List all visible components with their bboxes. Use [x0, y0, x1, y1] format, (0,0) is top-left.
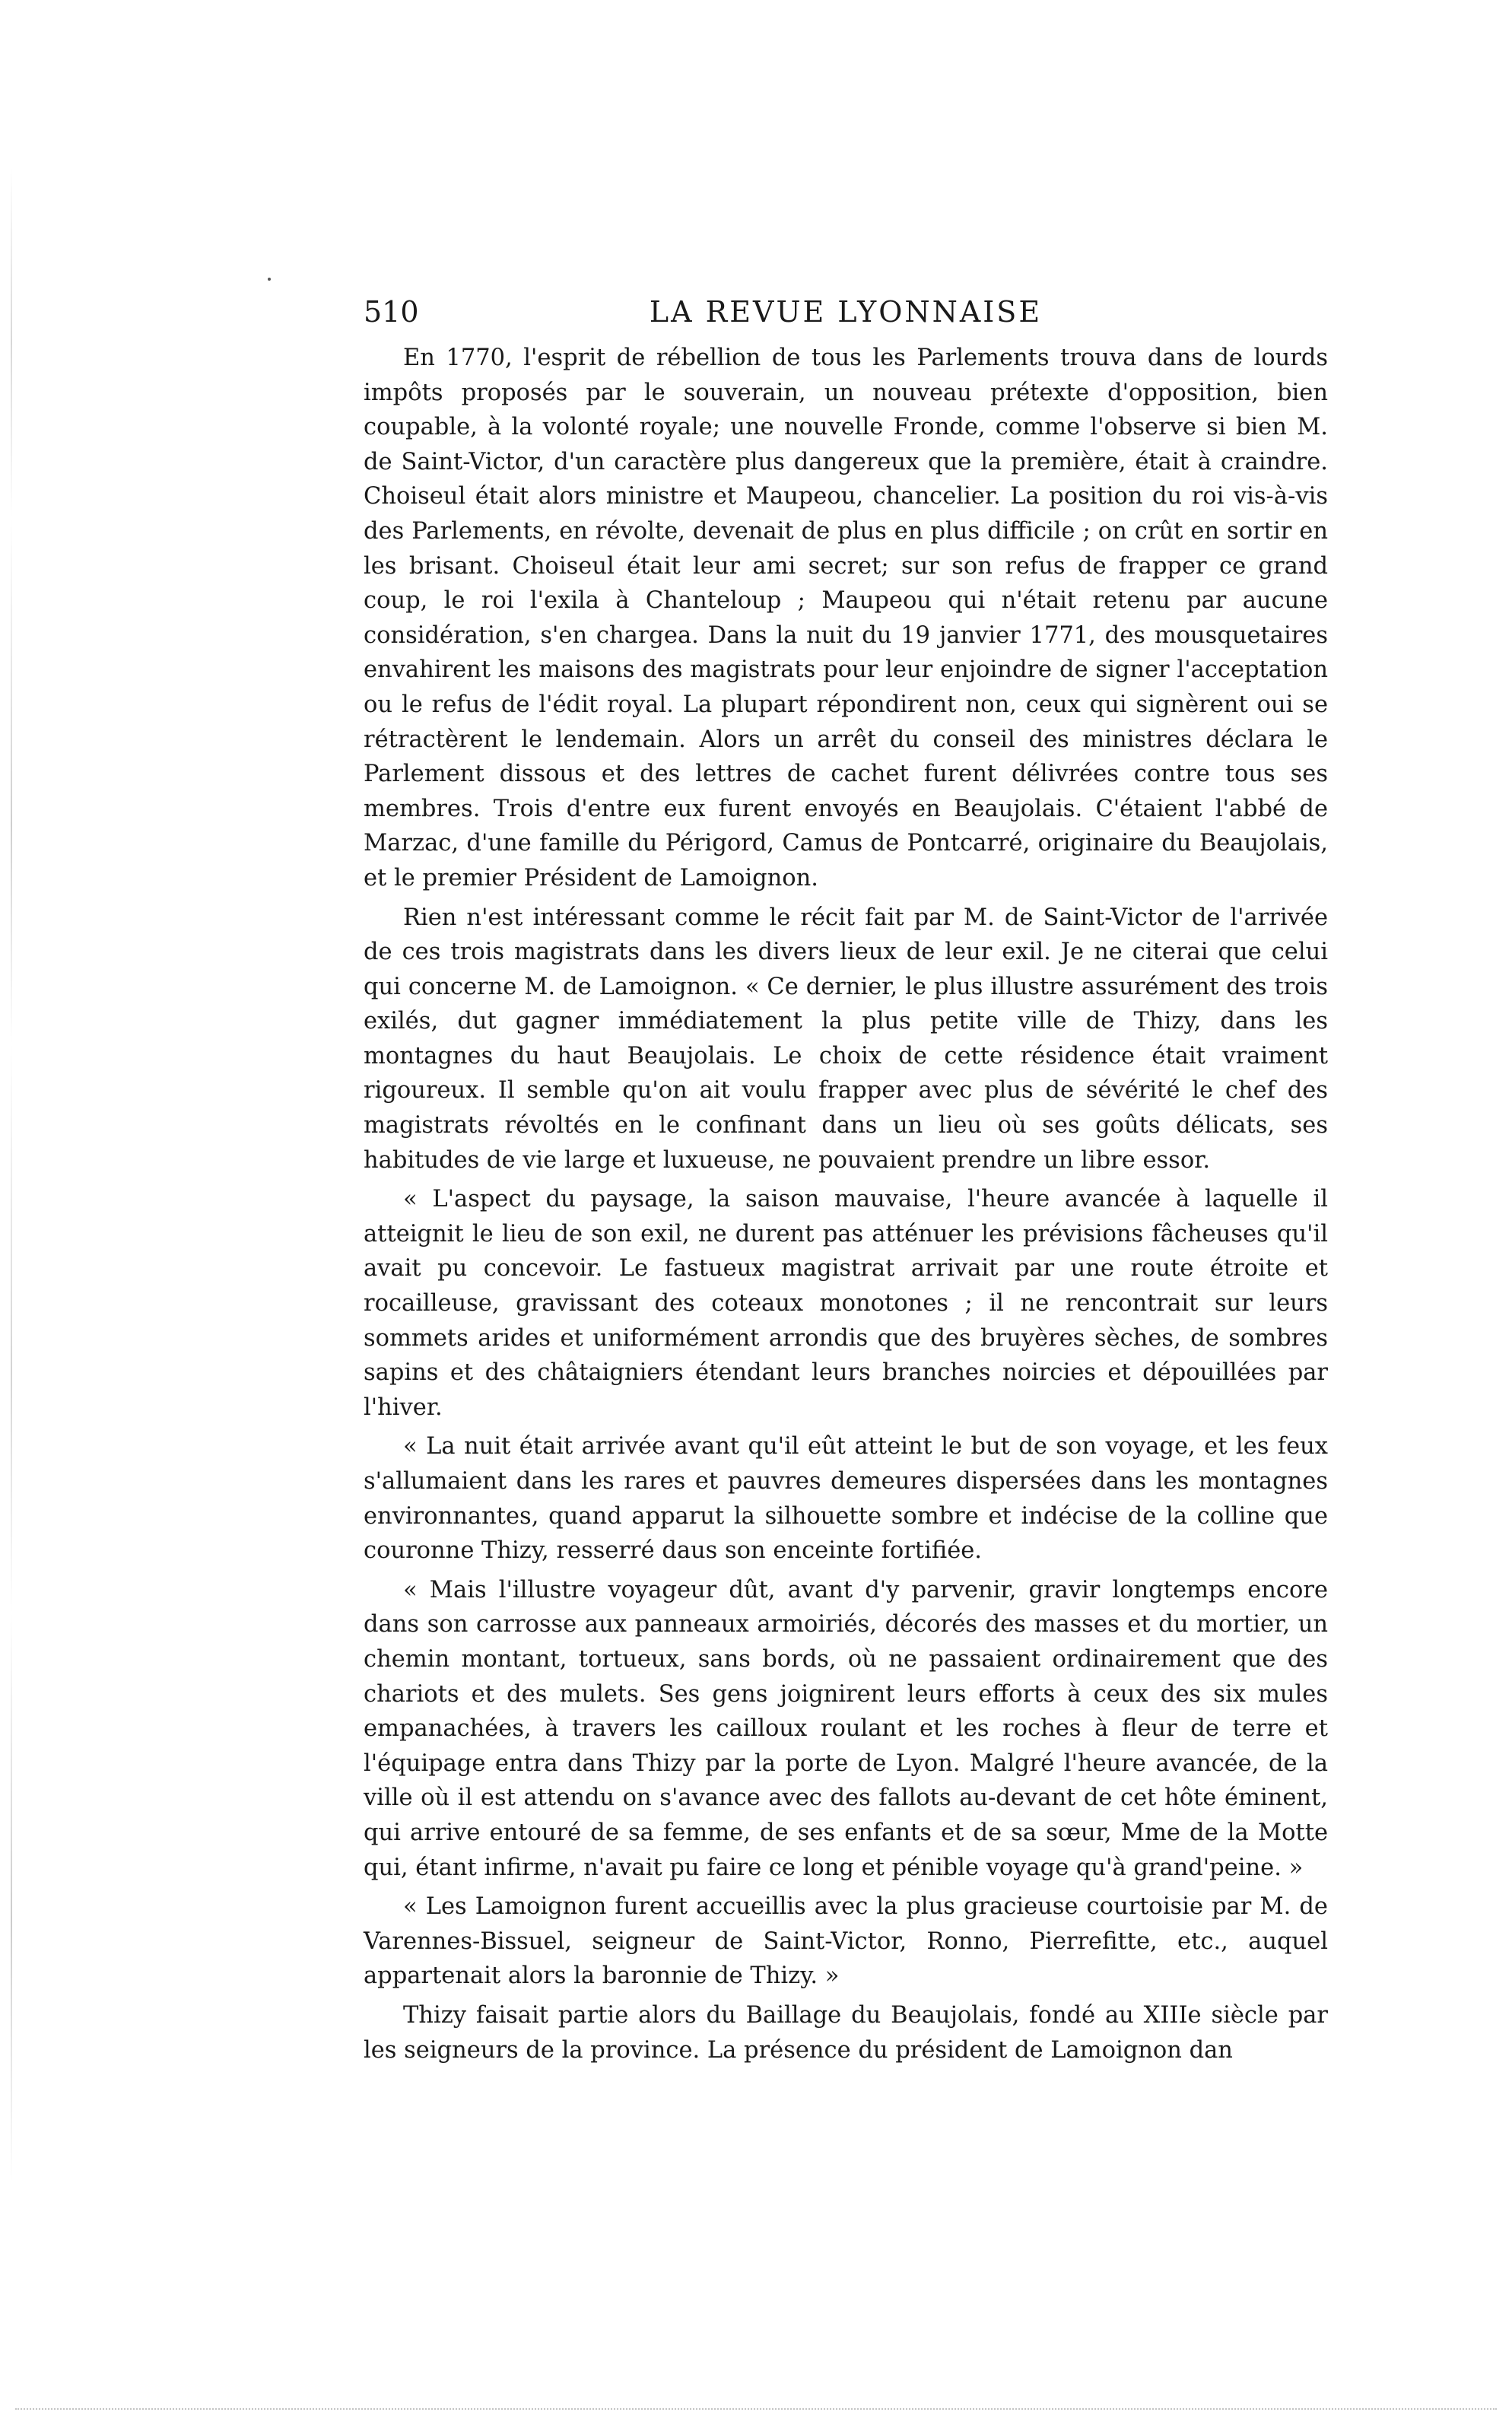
- paragraph-4: « La nuit était arrivée avant qu'il eût atteint le but de son voyage, et les feux s'allumaient dans les rares et pauvres demeures dispersées dans les montagnes environnantes, quand apparut la silhouette sombre et indécise de la colline que couronne Thizy, resserré daus son enceinte fortifiée.: [364, 1433, 1328, 1565]
- paragraph-3: « L'aspect du paysage, la saison mauvaise, l'heure avancée à laquelle il atteignit le lieu de son exil, ne durent pas atténuer les prévisions fâcheuses qu'il avait pu concevoir. Le fastueux magistrat arrivait par une route étroite et rocailleuse, gravissant des coteaux monotones ; il ne rencontrait sur leurs sommets arides et uniformément arrondis que des bruyères sèches, de sombres sapins et des châtaigniers étendant leurs branches noircies et dépouillées par l'hiver.: [364, 1186, 1328, 1421]
- running-head: [364, 293, 1328, 338]
- binding-margin-shadow: [11, 167, 12, 2358]
- page-number: 510: [364, 295, 419, 329]
- body-text: [364, 341, 1328, 2067]
- ink-speck: [268, 278, 271, 281]
- paragraph-2: Rien n'est intéressant comme le récit fait par M. de Saint-Victor de l'arrivée de ces trois magistrats dans les divers lieux de leur exil. Je ne citerai que celui qui concerne M. de Lamoignon. « Ce dernier, le plus illustre assurément des trois exilés, dut gagner immédiatement la plus petite ville de Thizy, dans les montagnes du haut Beaujolais. Le choix de cette résidence était vraiment rigoureux. Il semble qu'on ait voulu frapper avec plus de sévérité le chef des magistrats révoltés en le confinant dans un lieu où ses goûts délicats, ses habitudes de vie large et luxueuse, ne pouvaient prendre un libre essor.: [364, 904, 1328, 1174]
- paragraph-7: Thizy faisait partie alors du Baillage du Beaujolais, fondé au XIIIe siècle par les seigneurs de la province. La présence du président de Lamoignon dan: [364, 2001, 1328, 2064]
- journal-title: LA REVUE LYONNAISE: [649, 295, 1043, 329]
- paragraph-1: En 1770, l'esprit de rébellion de tous les Parlements trouva dans de lourds impôts proposés par le souverain, un nouveau prétexte d'opposition, bien coupable, à la volonté royale; une nouvelle Fronde, comme l'observe si bien M. de Saint-Victor, d'un caractère plus dangereux que la première, était à craindre. Choiseul était alors ministre et Maupeou, chancelier. La position du roi vis-à-vis des Parlements, en révolte, devenait de plus en plus difficile ; on crût en sortir en les brisant. Choiseul était leur ami secret; sur son refus de frapper ce grand coup, le roi l'exila à Chanteloup ; Maupeou qui n'était retenu par aucune considération, s'en chargea. Dans la nuit du 19 janvier 1771, des mousquetaires envahirent les maisons des magistrats pour leur enjoindre de signer l'acceptation ou le refus de l'édit royal. La plupart répondirent non, ceux qui signèrent oui se rétractèrent le lendemain. Alors un arrêt du conseil des ministres déclara le Parlement dissous et des lettres de cachet furent délivrées contre tous ses membres. Trois d'entre eux furent envoyés en Beaujolais. C'étaient l'abbé de Marzac, d'une famille du Périgord, Camus de Pontcarré, originaire du Beaujolais, et le premier Président de Lamoignon.: [364, 345, 1328, 891]
- paragraph-6: « Les Lamoignon furent accueillis avec la plus gracieuse courtoisie par M. de Varennes-Bissuel, seigneur de Saint-Victor, Ronno, Pierrefitte, etc., auquel appartenait alors la baronnie de Thizy. »: [364, 1893, 1328, 1990]
- bottom-scan-edge: [15, 2408, 1497, 2410]
- paragraph-5: « Mais l'illustre voyageur dût, avant d'y parvenir, gravir longtemps encore dans son carrosse aux panneaux armoiriés, décorés des masses et du mortier, un chemin montant, tortueux, sans bords, où ne passaient ordinairement que des chariots et des mulets. Ses gens joignirent leurs efforts à ceux des six mules empanachées, à travers les cailloux roulant et les roches à fleur de terre et l'équipage entra dans Thizy par la porte de Lyon. Malgré l'heure avancée, de la ville où il est attendu on s'avance avec des fallots au-devant de cet hôte éminent, qui arrive entouré de sa femme, de ses enfants et de sa sœur, Mme de la Motte qui, étant infirme, n'avait pu faire ce long et pénible voyage qu'à grand'peine. »: [364, 1576, 1328, 1881]
